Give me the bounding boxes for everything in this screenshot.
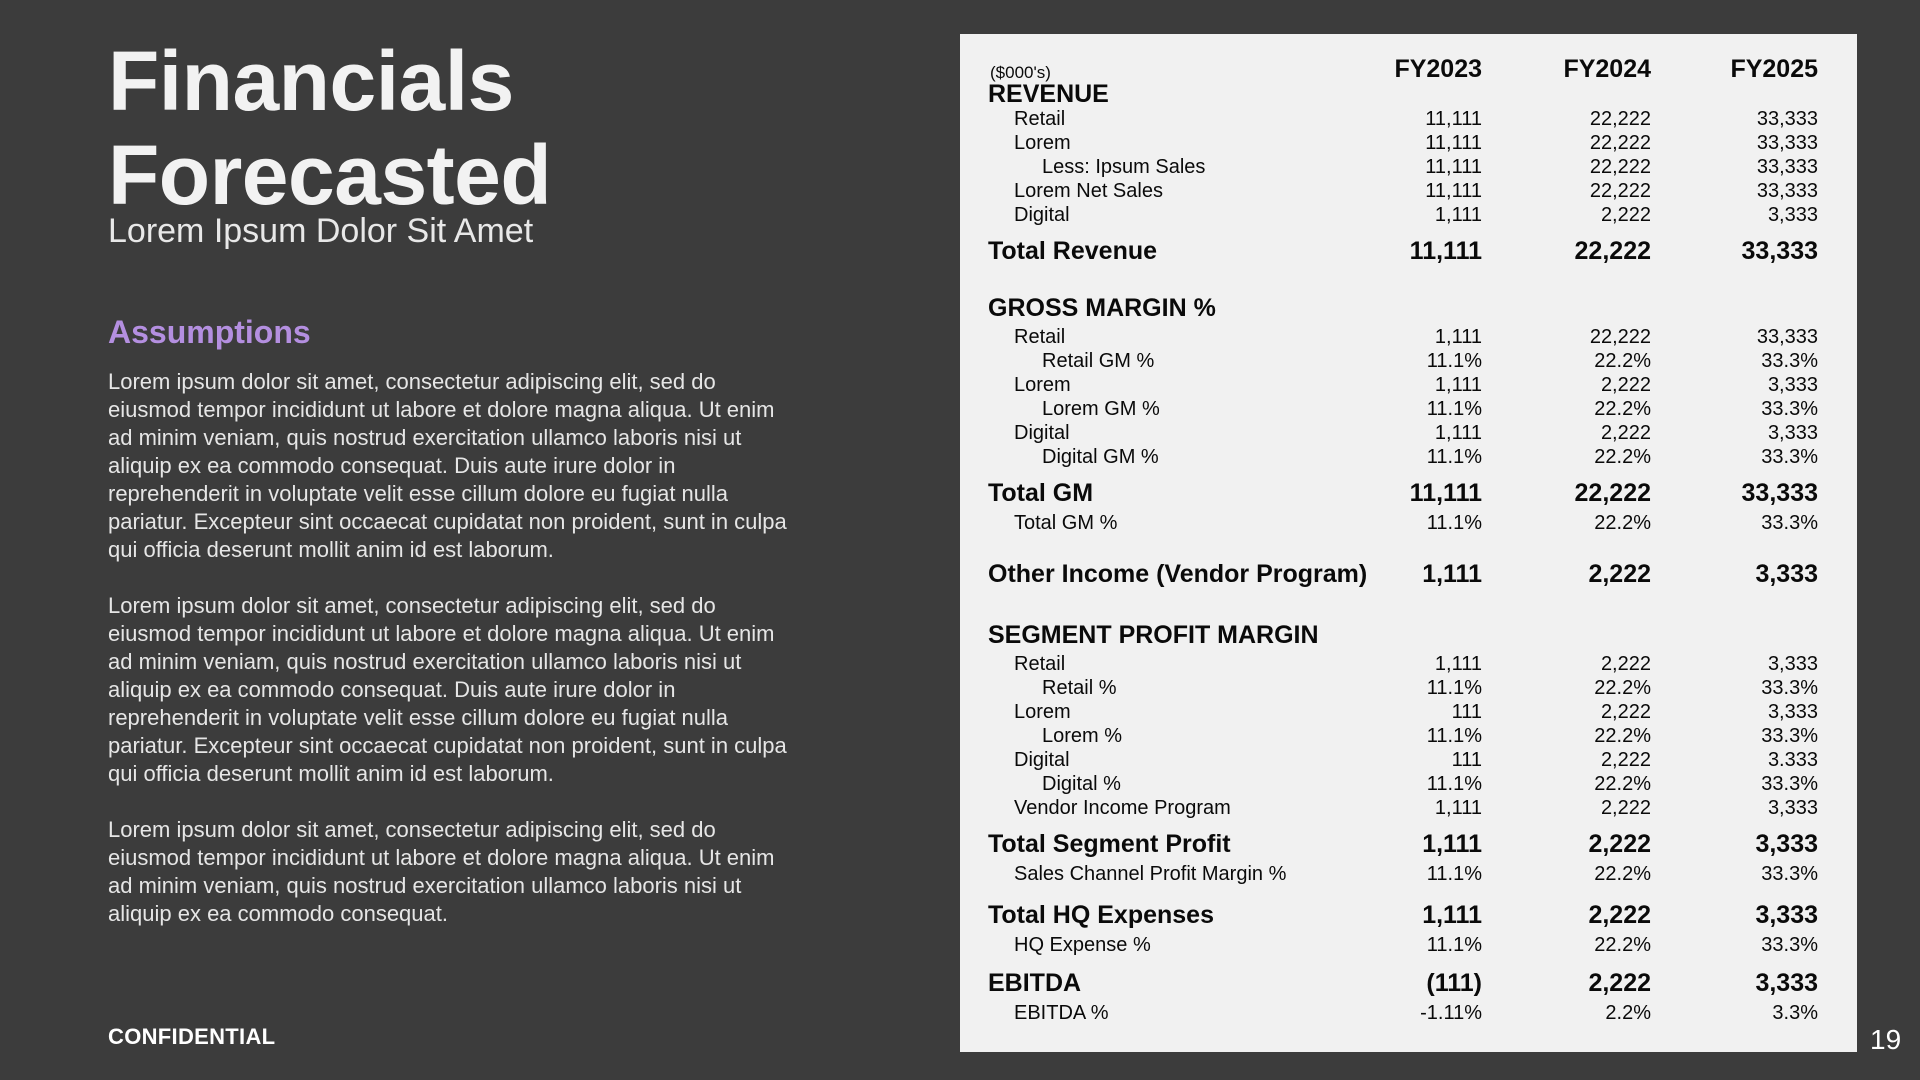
row-label: Retail [1014, 326, 1066, 348]
row-value-fy2024: 2,222 [1588, 830, 1651, 858]
row-label: Lorem [1014, 374, 1071, 396]
row-value-fy2025: 33,333 [1756, 326, 1818, 348]
table-row [960, 420, 1857, 446]
row-label: Lorem % [1042, 725, 1123, 747]
row-value-fy2024: 22,222 [1589, 180, 1651, 202]
row-label: EBITDA [988, 969, 1082, 997]
slide-subtitle: Lorem Ipsum Dolor Sit Amet [108, 212, 534, 250]
row-value-fy2024: 2,222 [1588, 901, 1651, 929]
table-header-row [960, 56, 1857, 82]
row-value-fy2025: 33.3% [1761, 350, 1818, 372]
year-header-fy2025: FY2025 [1730, 55, 1818, 83]
row-label: SEGMENT PROFIT MARGIN [988, 621, 1319, 649]
table-row [960, 622, 1857, 648]
row-value-fy2025: 3,333 [1767, 374, 1818, 396]
row-value-fy2025: 33.3% [1761, 863, 1818, 885]
title-line-2: Forecasted [108, 128, 552, 222]
table-row [960, 510, 1857, 536]
row-value-fy2025: 3,333 [1767, 422, 1818, 444]
table-row [960, 396, 1857, 422]
row-value-fy2024: 2,222 [1600, 204, 1651, 226]
row-value-fy2023: 11,111 [1425, 156, 1482, 178]
table-row [960, 238, 1857, 264]
row-value-fy2025: 33,333 [1756, 156, 1818, 178]
row-value-fy2024: 22,222 [1589, 326, 1651, 348]
row-value-fy2023: 1,111 [1434, 204, 1482, 226]
table-row [960, 932, 1857, 958]
row-value-fy2024: 22.2% [1594, 398, 1651, 420]
table-row [960, 902, 1857, 928]
table-row [960, 372, 1857, 398]
row-label: Retail % [1042, 677, 1117, 699]
row-value-fy2024: 22.2% [1594, 863, 1651, 885]
row-value-fy2023: 1,111 [1422, 560, 1482, 588]
table-row [960, 771, 1857, 797]
row-label: Total GM [988, 479, 1094, 507]
slide-title [108, 34, 868, 222]
row-value-fy2025: 33.3% [1761, 398, 1818, 420]
table-row [960, 561, 1857, 587]
row-label: EBITDA % [1014, 1002, 1109, 1024]
table-row [960, 795, 1857, 821]
row-value-fy2025: 3,333 [1767, 797, 1818, 819]
row-value-fy2023: 11.1% [1426, 350, 1482, 372]
row-value-fy2024: 2,222 [1588, 969, 1651, 997]
row-value-fy2024: 2,222 [1600, 701, 1651, 723]
row-label: Digital % [1042, 773, 1121, 795]
row-value-fy2025: 33,333 [1756, 132, 1818, 154]
row-value-fy2023: 111 [1451, 749, 1482, 771]
row-value-fy2025: 33,333 [1741, 479, 1818, 507]
unit-label: ($000's) [990, 63, 1051, 82]
row-value-fy2023: 1,111 [1434, 797, 1482, 819]
row-value-fy2025: 33.3% [1761, 512, 1818, 534]
row-label: Digital GM % [1042, 446, 1159, 468]
row-value-fy2023: 11.1% [1426, 863, 1482, 885]
row-value-fy2025: 33,333 [1741, 237, 1818, 265]
row-value-fy2023: 1,111 [1434, 374, 1482, 396]
assumptions-heading: Assumptions [108, 314, 311, 350]
row-value-fy2023: 11,111 [1425, 132, 1482, 154]
year-header-fy2024: FY2024 [1563, 55, 1651, 83]
row-value-fy2025: 3,333 [1755, 901, 1818, 929]
row-label: HQ Expense % [1014, 934, 1151, 956]
row-value-fy2024: 2,222 [1600, 749, 1651, 771]
row-value-fy2023: 11.1% [1426, 773, 1482, 795]
table-row [960, 178, 1857, 204]
row-value-fy2023: 1,111 [1434, 653, 1482, 675]
row-value-fy2023: -1.11% [1420, 1002, 1482, 1024]
row-value-fy2025: 3.3% [1772, 1002, 1818, 1024]
row-value-fy2025: 33.3% [1761, 725, 1818, 747]
row-value-fy2023: 1,111 [1422, 901, 1482, 929]
row-label: Lorem Net Sales [1014, 180, 1163, 202]
row-value-fy2024: 22,222 [1574, 237, 1651, 265]
table-row [960, 970, 1857, 996]
assumptions-paragraph-1: Lorem ipsum dolor sit amet, consectetur adipiscing elit, sed do eiusmod tempor incididunt ut labore et dolore magna aliqua. Ut enim ad minim veniam, quis nostrud exercitation ullamco laboris nisi ut aliquip ex ea commodo consequat. Duis aute irure dolor in reprehenderit in voluptate velit esse cillum dolore eu fugiat nulla pariatur. Excepteur sint occaecat cupidatat non proident, sunt in culpa qui officia deserunt mollit anim id est laborum. [108, 369, 787, 562]
row-label: Lorem [1014, 701, 1071, 723]
row-label: Vendor Income Program [1014, 797, 1231, 819]
row-label: Total Segment Profit [988, 830, 1231, 858]
row-value-fy2025: 3,333 [1767, 701, 1818, 723]
row-label: Total HQ Expenses [988, 901, 1214, 929]
table-row [960, 81, 1857, 107]
table-row [960, 747, 1857, 773]
table-row [960, 324, 1857, 350]
row-value-fy2025: 3,333 [1767, 204, 1818, 226]
row-value-fy2025: 3,333 [1755, 969, 1818, 997]
table-row [960, 348, 1857, 374]
row-value-fy2023: 1,111 [1434, 422, 1482, 444]
row-value-fy2024: 22,222 [1589, 132, 1651, 154]
row-label: Digital [1014, 204, 1070, 226]
row-value-fy2024: 22.2% [1594, 725, 1651, 747]
row-value-fy2024: 2,222 [1600, 653, 1651, 675]
row-value-fy2023: 11,111 [1409, 237, 1482, 265]
row-value-fy2023: 11.1% [1426, 677, 1482, 699]
row-value-fy2023: 11.1% [1426, 512, 1482, 534]
table-row [960, 699, 1857, 725]
row-value-fy2024: 22.2% [1594, 934, 1651, 956]
row-value-fy2025: 33.3% [1761, 934, 1818, 956]
table-row [960, 831, 1857, 857]
row-value-fy2023: 11,111 [1425, 108, 1482, 130]
year-header-fy2023: FY2023 [1394, 55, 1482, 83]
row-label: Lorem GM % [1042, 398, 1160, 420]
table-row [960, 130, 1857, 156]
row-value-fy2023: 11.1% [1426, 398, 1482, 420]
table-row [960, 106, 1857, 132]
row-label: Lorem [1014, 132, 1071, 154]
row-value-fy2024: 2,222 [1600, 422, 1651, 444]
row-value-fy2025: 3,333 [1767, 653, 1818, 675]
row-label: Digital [1014, 749, 1070, 771]
row-value-fy2025: 33,333 [1756, 108, 1818, 130]
table-row [960, 202, 1857, 228]
confidential-label: CONFIDENTIAL [108, 1024, 276, 1049]
row-value-fy2024: 22.2% [1594, 350, 1651, 372]
table-row [960, 861, 1857, 887]
row-value-fy2023: 111 [1451, 701, 1482, 723]
row-value-fy2025: 33,333 [1756, 180, 1818, 202]
row-value-fy2024: 22.2% [1594, 512, 1651, 534]
row-label: Other Income (Vendor Program) [988, 560, 1368, 588]
row-value-fy2023: 11.1% [1426, 725, 1482, 747]
assumptions-paragraph-3: Lorem ipsum dolor sit amet, consectetur adipiscing elit, sed do eiusmod tempor incididunt ut labore et dolore magna aliqua. Ut enim ad minim veniam, quis nostrud exercitation ullamco laboris nisi ut aliquip ex ea commodo consequat. [108, 817, 775, 926]
row-value-fy2023: 11,111 [1409, 479, 1482, 507]
table-row [960, 651, 1857, 677]
row-value-fy2024: 2,222 [1588, 560, 1651, 588]
page-number: 19 [1870, 1024, 1902, 1055]
row-value-fy2024: 2.2% [1605, 1002, 1651, 1024]
row-value-fy2023: 11,111 [1425, 180, 1482, 202]
row-label: REVENUE [988, 80, 1109, 108]
row-value-fy2025: 3,333 [1755, 830, 1818, 858]
row-value-fy2024: 22.2% [1594, 446, 1651, 468]
financial-table [960, 34, 1857, 1052]
row-value-fy2024: 2,222 [1600, 797, 1651, 819]
row-label: GROSS MARGIN % [988, 294, 1216, 322]
row-label: Digital [1014, 422, 1070, 444]
table-row [960, 295, 1857, 321]
row-value-fy2025: 3,333 [1755, 560, 1818, 588]
row-label: Total GM % [1014, 512, 1118, 534]
assumptions-paragraph-2: Lorem ipsum dolor sit amet, consectetur adipiscing elit, sed do eiusmod tempor incididunt ut labore et dolore magna aliqua. Ut enim ad minim veniam, quis nostrud exercitation ullamco laboris nisi ut aliquip ex ea commodo consequat. Duis aute irure dolor in reprehenderit in voluptate velit esse cillum dolore eu fugiat nulla pariatur. Excepteur sint occaecat cupidatat non proident, sunt in culpa qui officia deserunt mollit anim id est laborum. [108, 593, 787, 786]
row-value-fy2025: 33.3% [1761, 773, 1818, 795]
row-label: Total Revenue [988, 237, 1158, 265]
row-label: Retail GM % [1042, 350, 1155, 372]
row-value-fy2023: 11.1% [1426, 446, 1482, 468]
row-label: Retail [1014, 653, 1066, 675]
table-row [960, 480, 1857, 506]
row-value-fy2024: 22,222 [1589, 108, 1651, 130]
table-row [960, 723, 1857, 749]
row-value-fy2024: 22,222 [1589, 156, 1651, 178]
row-value-fy2023: (111) [1426, 969, 1482, 997]
row-label: Less: Ipsum Sales [1042, 156, 1206, 178]
row-value-fy2023: 11.1% [1426, 934, 1482, 956]
row-value-fy2025: 33.3% [1761, 446, 1818, 468]
row-value-fy2023: 1,111 [1422, 830, 1482, 858]
table-row [960, 444, 1857, 470]
row-value-fy2024: 2,222 [1600, 374, 1651, 396]
row-label: Sales Channel Profit Margin % [1014, 863, 1287, 885]
row-value-fy2024: 22,222 [1574, 479, 1651, 507]
row-value-fy2023: 1,111 [1434, 326, 1482, 348]
table-row [960, 1000, 1857, 1026]
row-value-fy2025: 3.333 [1767, 749, 1818, 771]
table-row [960, 154, 1857, 180]
table-row [960, 675, 1857, 701]
title-line-1: Financials [108, 34, 514, 128]
row-value-fy2024: 22.2% [1594, 773, 1651, 795]
row-label: Retail [1014, 108, 1066, 130]
row-value-fy2025: 33.3% [1761, 677, 1818, 699]
row-value-fy2024: 22.2% [1594, 677, 1651, 699]
